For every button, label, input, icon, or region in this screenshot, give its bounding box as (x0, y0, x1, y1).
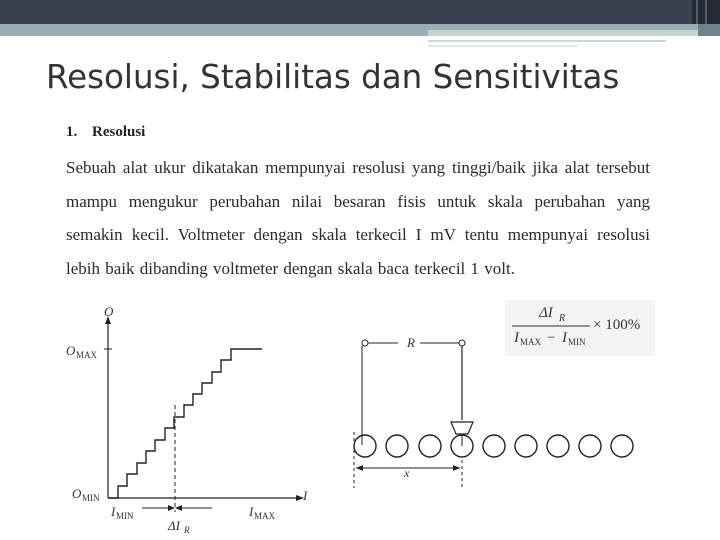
o-max-label: O (66, 343, 76, 358)
formula-den-a-sub: MAX (520, 337, 542, 347)
wire-turn (579, 435, 601, 457)
terminal-left (362, 340, 368, 346)
o-min-sub: MIN (82, 493, 100, 503)
staircase-line (108, 349, 262, 498)
o-max-sub: MAX (76, 350, 98, 360)
formula-den-b-sub: MIN (568, 337, 586, 347)
wire-turn (386, 435, 408, 457)
terminal-right (459, 340, 465, 346)
formula-den-a: I (514, 330, 519, 346)
x-axis-label: I (303, 488, 308, 503)
delta-arrowhead-left (168, 505, 175, 511)
section-heading: Resolusi (92, 124, 146, 140)
formula-den-b: I (562, 330, 567, 346)
r-label: R (407, 335, 415, 350)
section-number: 1. (66, 124, 78, 140)
formula-minus: − (547, 330, 556, 346)
formula-numerator-sub: R (559, 313, 566, 324)
x-label: x (404, 466, 410, 480)
x-arrowhead-right (453, 465, 460, 471)
slide-title: Resolusi, Stabilitas dan Sensitivitas (46, 58, 620, 96)
i-max-label: I (249, 504, 254, 519)
wire-turn (483, 435, 505, 457)
y-axis-label: O (104, 304, 114, 319)
wire-turn (547, 435, 569, 457)
i-max-sub: MAX (254, 511, 276, 521)
body-paragraph: Sebuah alat ukur dikatakan mempunyai resolusi yang tinggi/baik jika alat tersebut mampu mengukur perubahan nilai besaran fisis untuk skala perubahan yang semakin kecil. Voltmeter dengan skala terkecil I mV tentu mempunyai resolusi lebih baik dibanding voltmeter dengan skala baca terkecil 1 volt. (66, 158, 650, 278)
delta-arrowhead-right (175, 505, 182, 511)
i-min-label: I (111, 504, 116, 519)
o-min-label: O (72, 486, 82, 501)
wire-turn (611, 435, 633, 457)
x-arrowhead-left (356, 465, 363, 471)
formula-multiplier: × 100% (593, 317, 641, 333)
formula-numerator: ΔI (539, 305, 553, 321)
wire-turn (419, 435, 441, 457)
wiper-contact (451, 422, 473, 434)
i-min-sub: MIN (116, 511, 134, 521)
staircase-graph (66, 304, 308, 535)
wire-turn (354, 435, 376, 457)
potentiometer-diagram (354, 335, 633, 488)
resolution-formula (512, 305, 640, 347)
wire-turn (515, 435, 537, 457)
delta-label: ΔI (168, 518, 180, 533)
delta-sub: R (184, 525, 190, 535)
